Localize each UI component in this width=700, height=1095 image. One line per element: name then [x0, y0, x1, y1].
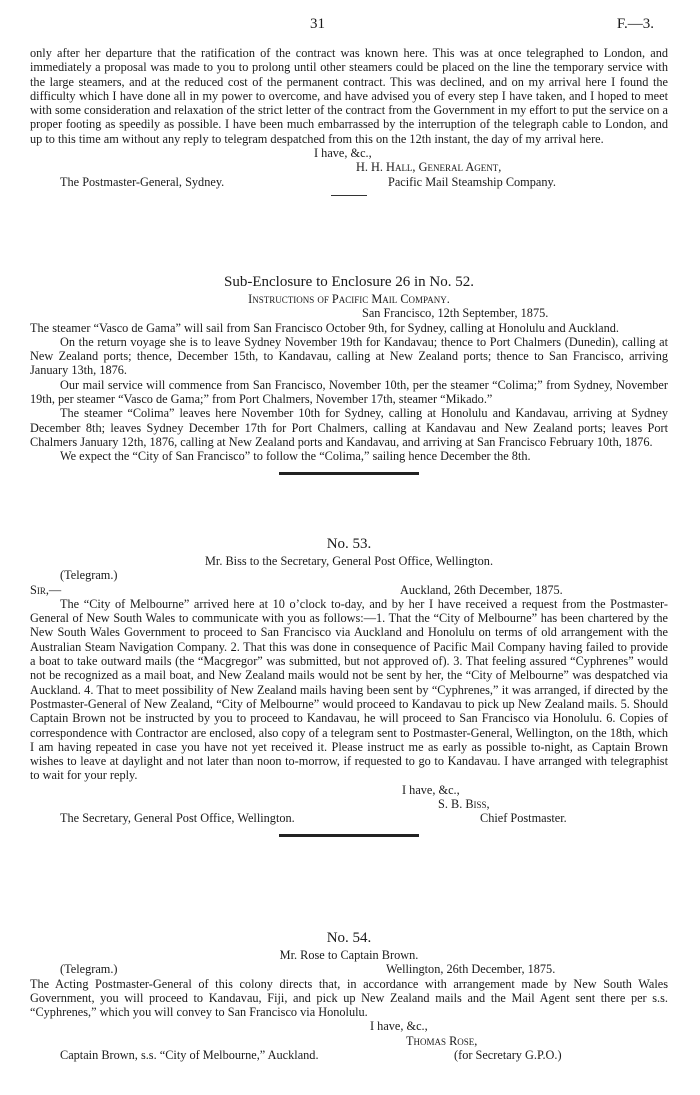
section-divider-thick [279, 834, 419, 837]
no53-telegram-label: (Telegram.) [60, 568, 118, 583]
intro-section [30, 46, 668, 202]
no53-dateline: Auckland, 26th December, 1875. [400, 582, 563, 597]
no53-title: Mr. Biss to the Secretary, General Post Office, Wellington. [204, 554, 494, 568]
no53-section [30, 534, 668, 845]
sub-enclosure-paragraph: We expect the “City of San Francisco” to follow the “Colima,” sailing hence December the 8th. [60, 449, 531, 464]
no54-body: The Acting Postmaster-General of this colony directs that, in accordance with arrangement made by New South Wales Government, you will proceed to Kandavau, Fiji, and pick up New Zealand mails and the Mail Agent sent there per s.s. “Cyphrenes,” which you will convey to San Francisco via Honolulu. [30, 976, 668, 1020]
no54-dateline: Wellington, 26th December, 1875. [386, 962, 556, 977]
no53-signature: S. B. Biss, [438, 797, 490, 812]
sub-enclosure-dateline: San Francisco, 12th September, 1875. [362, 306, 549, 321]
no53-addressee-row [30, 811, 668, 825]
intro-close: I have, &c., [314, 146, 372, 161]
no53-sig-row [30, 797, 668, 811]
intro-sig-row [30, 160, 668, 174]
section-divider [331, 195, 367, 196]
no53-number: No. 53. [326, 536, 372, 552]
no54-signature: Thomas Rose, [406, 1033, 478, 1048]
intro-paragraph: only after her departure that the ratification of the contract was known here. This was at once telegraphed to London, and immediately a proposal was made to you to prolong until other steamers could be placed on the line the temporary service with the large steamers, and at the reduced cost of the permanent contract. This was declined, and on my arrival here I found the difficulty which I have done all in my power to overcome, and have advised you of every step I have taken, and I hoped to meet with some consideration and relaxation of the strict letter of the contract from the Government in my effort to put the service on a proper footing as speedily as possible. I have been much embarrassed by the interruption of the telegraph cable to London, and up to this time am without any reply to telegram despatched from this on the 12th instant, the day of my arrival here. [30, 46, 668, 146]
no53-body: The “City of Melbourne” arrived here at 10 o’clock to-day, and by her I have received a request from the Postmaster-General of New South Wales to communicate with you as follows:—1. That the “City of Melbourne” has been chartered by the New South Wales Government to proceed to San Francisco via Auckland and Honolulu on terms of old arrangement with the Australian Steam Navigation Company. 2. That this was done in consequence of Pacific Mail Company having failed to provide a boat to take outward mails (the “Macgregor” was submitted, but not approved of). 3. That feeling assured “Cyphrenes” would not be recognized as a mail boat, and New Zealand mails would not be sent by her, the “City of Melbourne” was despatched via Auckland. 4. That to meet possibility of New Zealand mails having been sent by “Cyphrenes,” it was arranged, if directed by the Postmaster-General of New Zealand, “City of Melbourne” would proceed to Kandavau to pick up New Zealand mails. 5. Should Captain Brown not be instructed by you to proceed to Kandavau, he will proceed to San Francisco via Honolulu. 6. Copies of correspondence with Contractor are enclosed, also copy of a telegram sent to Postmaster-General, Wellington, on the 18th, which I am having repeated in case you have not yet received it. Please instruct me as early as possible to-night, as Captain Brown wishes to leave at daylight and not later than noon to-morrow, if requested to go to Kandavau. I have arranged with telegraphist to wait for your reply. [30, 596, 668, 783]
no54-section [30, 928, 668, 1062]
intro-company: Pacific Mail Steamship Company. [388, 174, 556, 189]
no54-telegram-label: (Telegram.) [60, 962, 118, 977]
no54-title: Mr. Rose to Captain Brown. [279, 948, 419, 962]
no53-addressee: The Secretary, General Post Office, Wellington. [60, 811, 295, 826]
sub-enclosure-dateline-row [30, 306, 668, 320]
no54-close: I have, &c., [370, 1019, 428, 1034]
sub-enclosure-heading: Sub-Enclosure to Enclosure 26 in No. 52. [224, 274, 474, 290]
no54-addressee-row [30, 1048, 668, 1062]
no54-sig-row [30, 1034, 668, 1048]
page-number: 31 [310, 16, 325, 32]
sub-enclosure-paragraph: The steamer “Colima” leaves here November 10th for Sydney, calling at Honolulu and Kandavau, arriving at Sydney December 8th; leaves Sydney December 17th for Port Chalmers, calling at Kandavau and New Zealand ports; leaves Port Chalmers January 12th, 1876, calling at New Zealand ports and Kandavau, and arriving at San Francisco February 10th, 1876. [30, 406, 668, 449]
sub-enclosure-paragraph: On the return voyage she is to leave Sydney November 19th for Kandavau; thence to Port Chalmers (Dunedin), calling at New Zealand ports; thence, December 15th, to Kandavau, calling at New Zealand ports; thence to San Francisco, arriving January 13th, 1876. [30, 334, 668, 378]
no54-addressee: Captain Brown, s.s. “City of Melbourne,” Auckland. [60, 1048, 319, 1063]
sub-enclosure-paragraph: Our mail service will commence from San Francisco, November 10th, per the steamer “Colima;” from Sydney, November 19th, per steamer “Vasco de Gama;” from Port Chalmers, November 17th, steamer “Mikado.” [30, 377, 668, 407]
no53-close-row [30, 783, 668, 797]
paper-reference: F.—3. [616, 16, 654, 32]
no54-close-row [30, 1019, 668, 1033]
intro-addressee-row [30, 175, 668, 189]
section-divider-thick [279, 472, 419, 475]
no54-number: No. 54. [326, 930, 372, 946]
no54-dateline-row [30, 962, 668, 976]
intro-signature: H. H. Hall, General Agent, [356, 160, 502, 175]
intro-close-row [30, 146, 668, 160]
no54-signatory-title: (for Secretary G.P.O.) [454, 1048, 562, 1063]
page-header [0, 16, 700, 36]
no53-signatory-title: Chief Postmaster. [480, 811, 567, 826]
no53-salutation: Sir,— [30, 582, 62, 597]
no53-close: I have, &c., [402, 782, 460, 797]
sub-enclosure-section [30, 272, 668, 483]
sub-enclosure-paragraph: The steamer “Vasco de Gama” will sail from San Francisco October 9th, for Sydney, calling at Honolulu and Auckland. [30, 320, 619, 335]
intro-addressee: The Postmaster-General, Sydney. [60, 174, 225, 189]
sub-enclosure-subheading: Instructions of Pacific Mail Company. [248, 292, 450, 306]
no53-dateline-row [30, 583, 668, 597]
